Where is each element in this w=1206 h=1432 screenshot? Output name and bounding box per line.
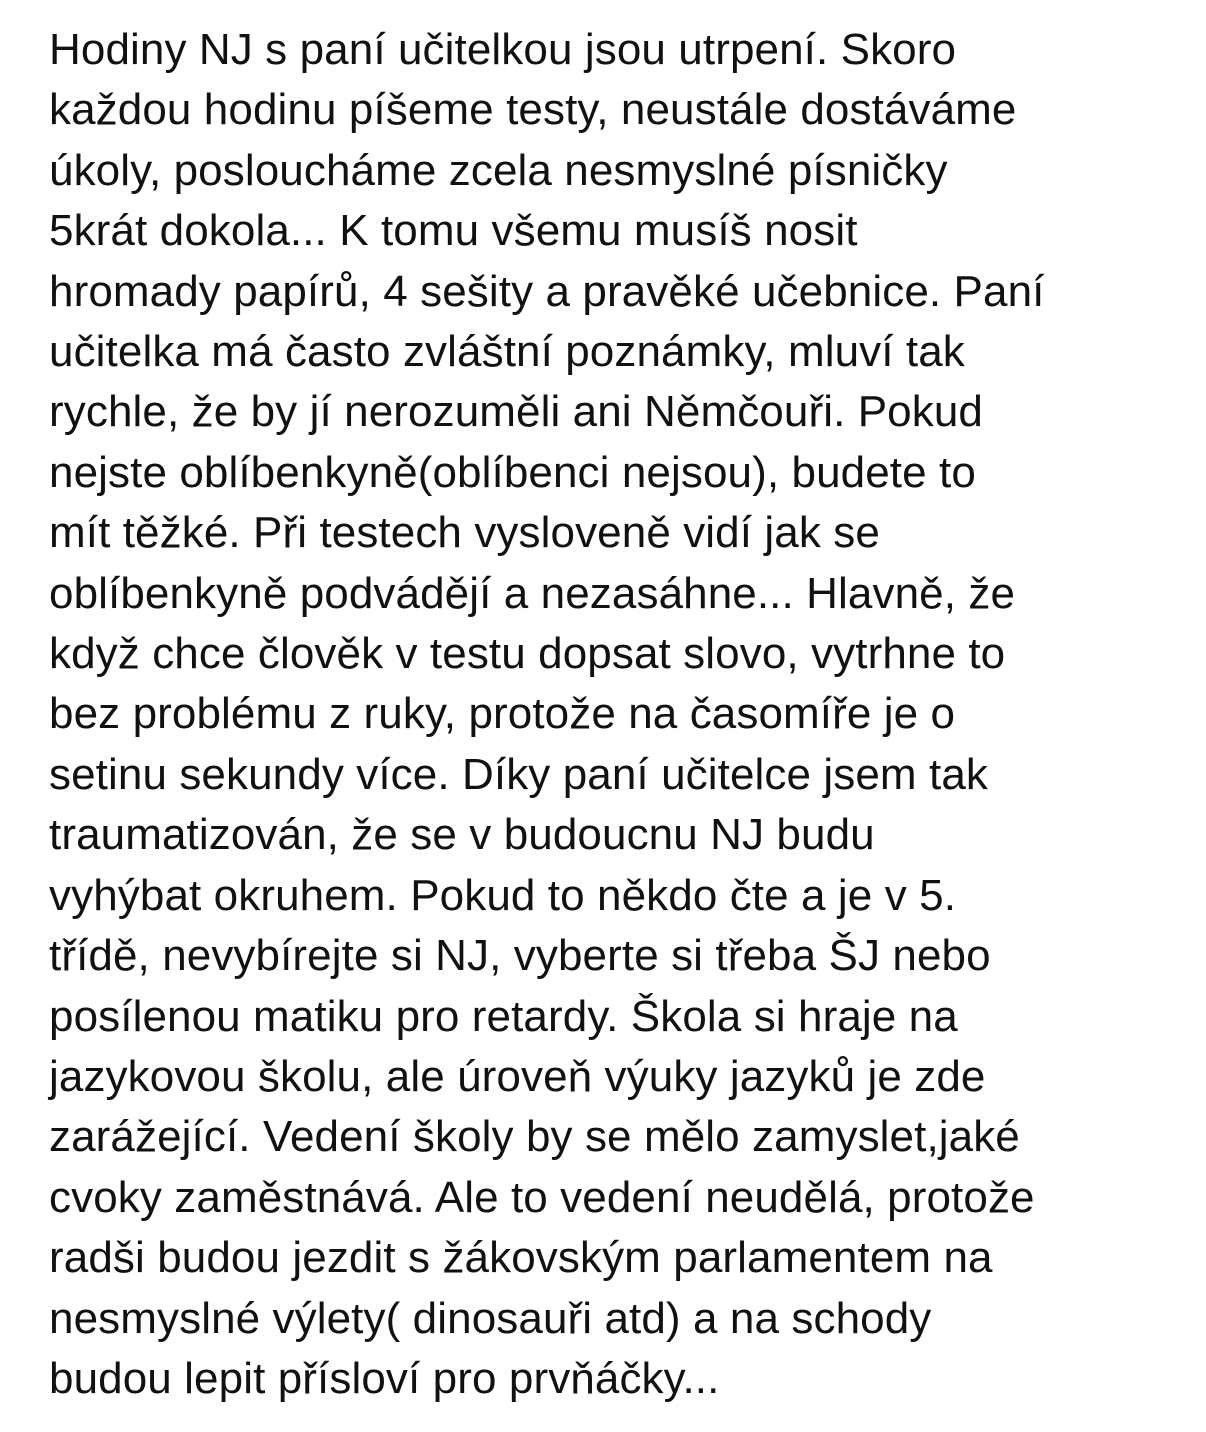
text-line: bez problému z ruky, protože na časomíře je o <box>49 689 956 739</box>
text-line: když chce člověk v testu dopsat slovo, vytrhne to <box>49 629 1006 679</box>
text-line: 5krát dokola... K tomu všemu musíš nosit <box>49 206 858 256</box>
text-line: posílenou matiku pro retardy. Škola si hraje na <box>49 991 958 1041</box>
text-line: třídě, nevybírejte si NJ, vyberte si třeba ŠJ nebo <box>49 931 991 981</box>
text-line: mít těžké. Při testech vysloveně vidí jak se <box>49 508 880 558</box>
text-line: učitelka má často zvláštní poznámky, mluví tak <box>49 327 965 377</box>
text-line: zarážející. Vedení školy by se mělo zamyslet,jaké <box>49 1112 1020 1162</box>
text-line: oblíbenkyně podvádějí a nezasáhne... Hlavně, že <box>49 568 1016 618</box>
text-line: nesmyslné výlety( dinosauři atd) a na schody <box>49 1293 932 1343</box>
text-line: každou hodinu píšeme testy, neustále dostáváme <box>49 85 1017 135</box>
text-line: setinu sekundy více. Díky paní učitelce jsem tak <box>49 749 989 799</box>
text-line: rychle, že by jí nerozuměli ani Němčouři. Pokud <box>49 387 983 437</box>
text-line: traumatizován, že se v budoucnu NJ budu <box>49 810 875 860</box>
text-line: vyhýbat okruhem. Pokud to někdo čte a je v 5. <box>49 870 957 920</box>
post-text <box>49 20 1189 1409</box>
text-line: hromady papírů, 4 sešity a pravěké učebnice. Paní <box>49 266 1045 316</box>
text-line: úkoly, posloucháme zcela nesmyslné písničky <box>49 145 948 195</box>
text-line: nejste oblíbenkyně(oblíbenci nejsou), budete to <box>49 447 976 497</box>
text-line: cvoky zaměstnává. Ale to vedení neudělá, protože <box>49 1172 1035 1222</box>
text-line: Hodiny NJ s paní učitelkou jsou utrpení. Skoro <box>49 25 957 74</box>
text-line: jazykovou školu, ale úroveň výuky jazyků je zde <box>49 1051 986 1101</box>
text-line: budou lepit přísloví pro prvňáčky... <box>49 1353 720 1403</box>
text-line: radši budou jezdit s žákovským parlamentem na <box>49 1233 993 1283</box>
